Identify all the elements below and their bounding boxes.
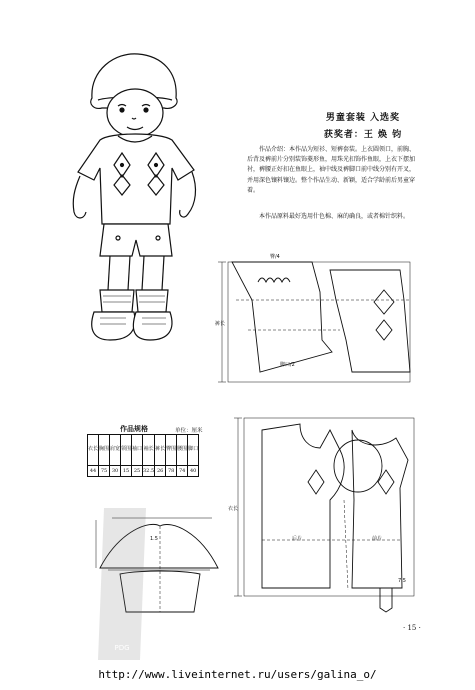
article-heading bbox=[268, 110, 458, 140]
spec-value-cell: 78 bbox=[166, 466, 177, 477]
shirt-length-label: 衣长 bbox=[228, 506, 239, 512]
spec-header-cell: 肩宽 bbox=[110, 435, 121, 466]
intro-paragraph: 作品介绍：本作品为短衫、短裤套装。上衣圆领口，前胸、后背及裤前片分别装饰菱形鱼，用珠光扣饰作鱼眼，上衣下摆加衬，裤腰正好扣在鱼眼上，袖中线及裤脚口前中线分别有开叉，并用深色镶料镶边。整个作品生动、新颖，适合学龄前后男童穿着。 bbox=[247, 146, 416, 194]
spec-value-cell: 25 bbox=[132, 466, 143, 477]
pants-length-label: 裤长 bbox=[215, 321, 226, 327]
spec-header-cell: 袖长 bbox=[143, 435, 155, 466]
page-number: · 15 · bbox=[403, 624, 421, 632]
boy-illustration bbox=[73, 54, 195, 340]
sleeve-dim-a: 1.5 bbox=[150, 536, 158, 542]
spec-header-cell: 裤长 bbox=[155, 435, 166, 466]
spec-value-cell: 75 bbox=[99, 466, 110, 477]
spec-value-cell: 15 bbox=[121, 466, 132, 477]
shirt-back-label: 后片 bbox=[292, 536, 303, 542]
spec-value-cell: 74 bbox=[177, 466, 188, 477]
spec-value-row bbox=[88, 466, 199, 477]
spec-table-title: 作品规格 bbox=[120, 424, 148, 433]
spec-value-cell: 26 bbox=[155, 466, 166, 477]
article-title: 男童套装 入选奖 bbox=[325, 113, 401, 123]
shirt-dim-a: 7.5 bbox=[398, 578, 406, 584]
footer-url: http://www.liveinternet.ru/users/galina_o/ bbox=[98, 668, 377, 681]
spec-value-cell: 40 bbox=[188, 466, 199, 477]
pants-fraction-a: 臀/4 bbox=[270, 254, 280, 260]
pants-fraction-b: 脚口/2 bbox=[280, 362, 295, 368]
article-author: 获奖者：王 焕 钧 bbox=[323, 130, 403, 140]
pants-pattern bbox=[218, 262, 410, 382]
watermark-stamp bbox=[98, 508, 146, 660]
spec-table bbox=[87, 434, 199, 477]
shirt-pattern bbox=[234, 418, 414, 612]
spec-header-cell: 腰围 bbox=[177, 435, 188, 466]
shirt-front-label: 前片 bbox=[372, 536, 383, 542]
spec-header-cell: 袖口 bbox=[132, 435, 143, 466]
article-intro bbox=[247, 145, 415, 196]
spec-header-row bbox=[88, 435, 199, 466]
spec-value-cell: 30 bbox=[110, 466, 121, 477]
spec-header-cell: 衣长 bbox=[88, 435, 99, 466]
spec-value-cell: 44 bbox=[88, 466, 99, 477]
spec-header-cell: 领围 bbox=[121, 435, 132, 466]
spec-header-cell: 脚口 bbox=[188, 435, 199, 466]
spec-value-cell: 32.5 bbox=[143, 466, 155, 477]
svg-text:PDG: PDG bbox=[114, 644, 130, 652]
spec-header-cell: 臀围 bbox=[166, 435, 177, 466]
article-fabric bbox=[247, 212, 415, 222]
spec-header-cell: 胸围 bbox=[99, 435, 110, 466]
spec-table-unit: 单位：厘米 bbox=[175, 428, 203, 434]
fabric-paragraph: 本作品原料最好选用什色棉、麻的确良，或者棉针织料。 bbox=[259, 213, 410, 220]
